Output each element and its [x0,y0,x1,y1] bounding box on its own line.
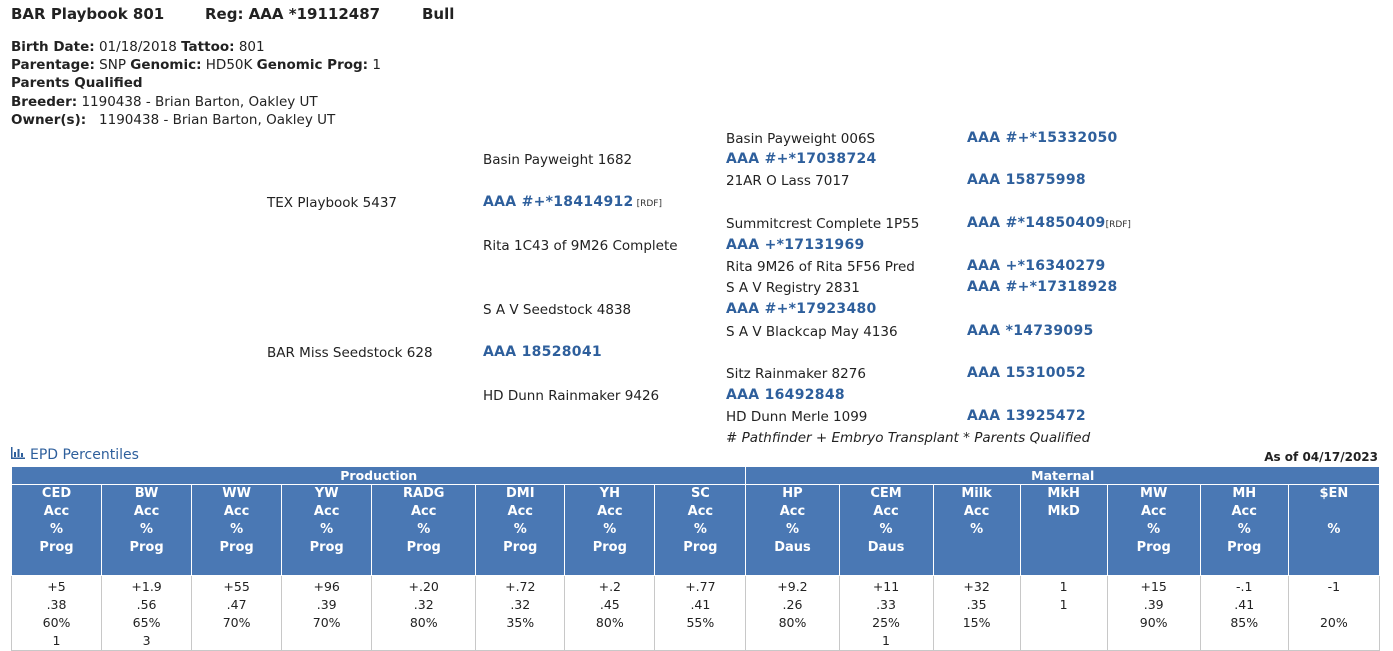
pedigree-ds-reg[interactable]: AAA #+*17923480 [726,301,877,317]
epd-value-line: 65% [132,615,161,630]
epd-value-line: 1 [1059,597,1068,612]
epd-column-header [565,485,655,576]
epd-value-line: +.72 [505,579,536,594]
epd-value-line: .26 [782,597,803,612]
epd-percentiles-heading[interactable] [11,447,139,463]
epd-header-line: Acc [43,504,70,519]
epd-header-line: % [50,522,64,537]
epd-value-line: -.1 [1236,579,1253,594]
group-maternal: Maternal [746,467,1380,485]
pedigree-sds-reg[interactable] [967,215,1131,231]
epd-value-line: +55 [223,579,250,594]
epd-value-cell [476,576,565,651]
animal-name: BAR Playbook 801 [11,5,165,23]
epd-value-line: .47 [226,597,247,612]
epd-value-line [372,632,475,650]
epd-value-line [1021,614,1107,632]
pedigree-legend: # Pathfinder + Embryo Transplant * Parents Qualified [726,430,1091,446]
epd-header-line: HP [782,486,803,501]
epd-value-line [1108,632,1200,650]
birth-date-label: Birth Date: [11,39,95,55]
epd-header-line: YW [314,486,339,501]
epd-header-line: RADG [402,486,445,501]
epd-header-line: % [693,522,707,537]
epd-column-header [1107,485,1200,576]
epd-header-line [1289,503,1379,521]
pedigree-dds-reg[interactable]: AAA 15310052 [967,365,1086,381]
epd-header-line [1021,539,1107,557]
epd-value-cell [102,576,192,651]
owners-value: 1190438 - Brian Barton, Oakley UT [99,111,336,128]
owners-row [11,111,381,129]
epd-value-cell [565,576,655,651]
epd-header-line: Acc [1140,504,1167,519]
epd-value-line: .56 [136,597,157,612]
epd-value-line: +15 [1140,579,1167,594]
pedigree-sire-name: TEX Playbook 5437 [267,195,398,211]
pedigree-sds-name: Summitcrest Complete 1P55 [726,216,920,232]
epd-value-line [1289,632,1379,650]
epd-values-row [12,576,1380,651]
epd-value-line [1021,632,1107,650]
pedigree-sire-reg-text[interactable]: AAA #+*18414912 [483,194,634,210]
pedigree-dam-reg[interactable]: AAA 18528041 [483,344,602,360]
pedigree-ss-name: Basin Payweight 1682 [483,152,633,168]
epd-header-line: MH [1232,486,1257,501]
genomic-prog-value: 1 [372,57,381,74]
epd-value-line [192,632,281,650]
pedigree-dsd-name: S A V Blackcap May 4136 [726,324,898,340]
epd-value-line: +.2 [598,579,622,594]
epd-header-line: Acc [963,504,990,519]
epd-value-line: .41 [690,597,711,612]
epd-value-line: +96 [313,579,340,594]
parentage-label: Parentage: [11,57,95,74]
epd-value-cell [372,576,476,651]
epd-value-line: 1 [52,633,61,648]
epd-value-line: .35 [966,597,987,612]
epd-value-line: .32 [413,597,434,612]
epd-header-line: BW [134,486,159,501]
epd-header-line: Acc [1231,504,1257,519]
epd-column-header [1020,485,1107,576]
epd-header-line: % [1237,522,1251,537]
epd-value-line: 20% [1319,615,1348,630]
epd-header-line: $EN [1319,486,1349,501]
epd-header-line: % [970,522,984,537]
epd-header-line: % [1327,522,1341,537]
group-production: Production [12,467,746,485]
birth-tattoo-row [11,38,381,56]
epd-value-cell [12,576,102,651]
epd-header-line: Acc [779,504,806,519]
epd-value-line: +32 [963,579,990,594]
pedigree-dds-name: Sitz Rainmaker 8276 [726,366,866,382]
epd-header-line: Prog [503,540,538,555]
epd-column-header [192,485,282,576]
animal-details [11,38,381,129]
epd-value-line: +.20 [408,579,439,594]
epd-value-cell [839,576,933,651]
epd-value-line: +.77 [685,579,716,594]
epd-header-line: % [1147,522,1161,537]
epd-header-line: % [603,522,617,537]
epd-header-line: Acc [687,504,714,519]
epd-header-line: % [230,522,244,537]
epd-value-line: -1 [1327,579,1341,594]
breeder-label: Breeder: [11,93,78,110]
epd-column-header [282,485,372,576]
epd-value-line: 80% [595,615,624,630]
epd-value-line [934,632,1020,650]
epd-value-line: .32 [510,597,531,612]
epd-header-line: WW [222,486,251,501]
epd-value-line [746,632,838,650]
epd-header-line: YH [599,486,620,501]
epd-header-line: MkD [1047,504,1080,519]
tattoo-label: Tattoo: [181,39,235,55]
epd-header-line: % [513,522,527,537]
tattoo-value: 801 [238,39,265,55]
epd-header-line: Prog [683,540,718,555]
epd-value-cell [1020,576,1107,651]
owners-label: Owner(s): [11,111,87,128]
pedigree-ddd-name: HD Dunn Merle 1099 [726,409,868,425]
epd-column-header [839,485,933,576]
epd-value-line: 1 [1059,579,1068,594]
epd-value-line: +11 [872,579,900,594]
epd-value-line [1289,596,1379,614]
epd-value-cell [933,576,1020,651]
epd-value-cell [746,576,839,651]
pedigree-sss-reg[interactable]: AAA #+*15332050 [967,130,1118,146]
as-of-date: As of 04/17/2023 [1264,450,1378,464]
pedigree-sdd-name: Rita 9M26 of Rita 5F56 Pred [726,259,915,275]
pedigree-ds-name: S A V Seedstock 4838 [483,302,632,318]
epd-value-line: .39 [316,597,337,612]
epd-header-line: Acc [223,504,250,519]
epd-column-headers [12,485,1380,576]
epd-value-line [282,632,371,650]
epd-value-cell [192,576,282,651]
epd-header-line: Prog [219,540,254,555]
epd-header-line: Prog [406,540,441,555]
epd-header-line: Acc [133,504,160,519]
epd-value-line [655,632,745,650]
epd-header-line: % [320,522,334,537]
epd-value-line: 70% [222,615,251,630]
epd-value-line: 80% [409,615,438,630]
rdf-badge: [RDF] [636,199,662,209]
epd-value-line: 1 [882,633,890,648]
epd-header-line: DMI [505,486,535,501]
epd-column-header [372,485,476,576]
epd-value-line: .33 [876,597,896,612]
epd-column-header [476,485,565,576]
pedigree-sire-reg[interactable] [483,194,662,210]
epd-header-line: Prog [592,540,627,555]
pedigree-sdd-reg[interactable]: AAA +*16340279 [967,258,1106,274]
pedigree-ddd-reg[interactable]: AAA 13925472 [967,408,1086,424]
epd-header-line [1021,521,1107,539]
epd-header-line [934,539,1020,557]
epd-value-line: 25% [872,615,900,630]
pedigree-sds-reg-text[interactable]: AAA #*14850409 [967,215,1106,231]
epd-table [11,466,1380,651]
epd-value-line: 90% [1139,615,1168,630]
epd-heading-text[interactable]: EPD Percentiles [30,447,139,463]
animal-sex: Bull [422,5,455,23]
epd-header-line: Prog [309,540,344,555]
epd-column-header [746,485,839,576]
epd-header-line: MkH [1047,486,1080,501]
epd-header-line: Prog [39,540,74,555]
epd-header-line: Acc [410,504,437,519]
epd-header-line: Acc [507,504,534,519]
epd-header-line: Acc [873,504,899,519]
epd-value-line: 70% [312,615,341,630]
genomic-label: Genomic: [130,57,202,74]
epd-value-line: 60% [42,615,71,630]
epd-header-line: % [417,522,431,537]
bar-chart-icon [11,447,25,463]
epd-value-line: 55% [686,615,715,630]
pedigree-ssd-reg[interactable]: AAA 15875998 [967,172,1086,188]
breeder-value: 1190438 - Brian Barton, Oakley UT [81,93,318,110]
pedigree-dd-name: HD Dunn Rainmaker 9426 [483,388,660,404]
epd-header-line: Prog [1136,540,1171,555]
parents-qualified-label: Parents Qualified [11,75,143,92]
parentage-value: SNP [99,57,126,74]
epd-value-line: 35% [506,615,535,630]
epd-value-line: +5 [47,579,66,594]
genomic-value: HD50K [205,57,253,74]
epd-value-line: 3 [142,633,151,648]
epd-column-header [102,485,192,576]
epd-column-header [12,485,102,576]
epd-header-line: CED [41,486,72,501]
epd-header-line [1289,539,1379,557]
pedigree-sss-name: Basin Payweight 006S [726,131,876,147]
epd-header-line: Daus [774,540,811,555]
breeder-row [11,93,381,111]
genomic-prog-label: Genomic Prog: [256,57,369,74]
pedigree-ssd-name: 21AR O Lass 7017 [726,173,850,189]
epd-value-cell [1288,576,1379,651]
pedigree-dd-reg[interactable]: AAA 16492848 [726,387,845,403]
epd-column-header [1288,485,1379,576]
pedigree-sd-reg[interactable]: AAA +*17131969 [726,237,865,253]
epd-value-line: .45 [599,597,620,612]
epd-column-header [1200,485,1288,576]
epd-header-line: Prog [1227,540,1262,555]
epd-value-cell [1107,576,1200,651]
epd-value-line [1201,632,1288,650]
epd-column-header [933,485,1020,576]
epd-value-cell [1200,576,1288,651]
epd-value-cell [282,576,372,651]
epd-header-line: Acc [313,504,340,519]
epd-value-line: +9.2 [777,579,808,594]
pedigree-dss-name: S A V Registry 2831 [726,280,860,296]
epd-value-line: +1.9 [131,579,162,594]
epd-header-line: Acc [597,504,623,519]
epd-column-header [655,485,746,576]
epd-header-line: CEM [870,486,902,501]
epd-value-cell [655,576,746,651]
birth-date-value: 01/18/2018 [98,39,177,55]
epd-value-line: .41 [1234,597,1255,612]
epd-header-line: % [785,522,799,537]
epd-value-line: 15% [962,615,991,630]
parentage-row [11,56,381,74]
epd-header-line: MW [1140,486,1168,501]
epd-value-line: 85% [1230,615,1259,630]
epd-value-line [565,632,654,650]
epd-value-line: 80% [778,615,807,630]
epd-value-line: .39 [1143,597,1164,612]
epd-value-line: .38 [46,597,67,612]
epd-header-line: Daus [867,540,905,555]
pedigree-sd-name: Rita 1C43 of 9M26 Complete [483,238,678,254]
pedigree-dsd-reg[interactable]: AAA *14739095 [967,323,1094,339]
epd-header-line: % [879,522,893,537]
registration-number: Reg: AAA *19112487 [205,5,381,23]
rdf-badge: [RDF] [1105,220,1131,230]
epd-header-line: Milk [961,486,992,501]
pedigree-dss-reg[interactable]: AAA #+*17318928 [967,279,1118,295]
epd-header-line: SC [690,486,710,501]
epd-value-line [476,632,564,650]
epd-header-line: Prog [129,540,164,555]
pedigree-dam-name: BAR Miss Seedstock 628 [267,345,433,361]
epd-header-line: % [140,522,154,537]
pedigree-ss-reg[interactable]: AAA #+*17038724 [726,151,877,167]
